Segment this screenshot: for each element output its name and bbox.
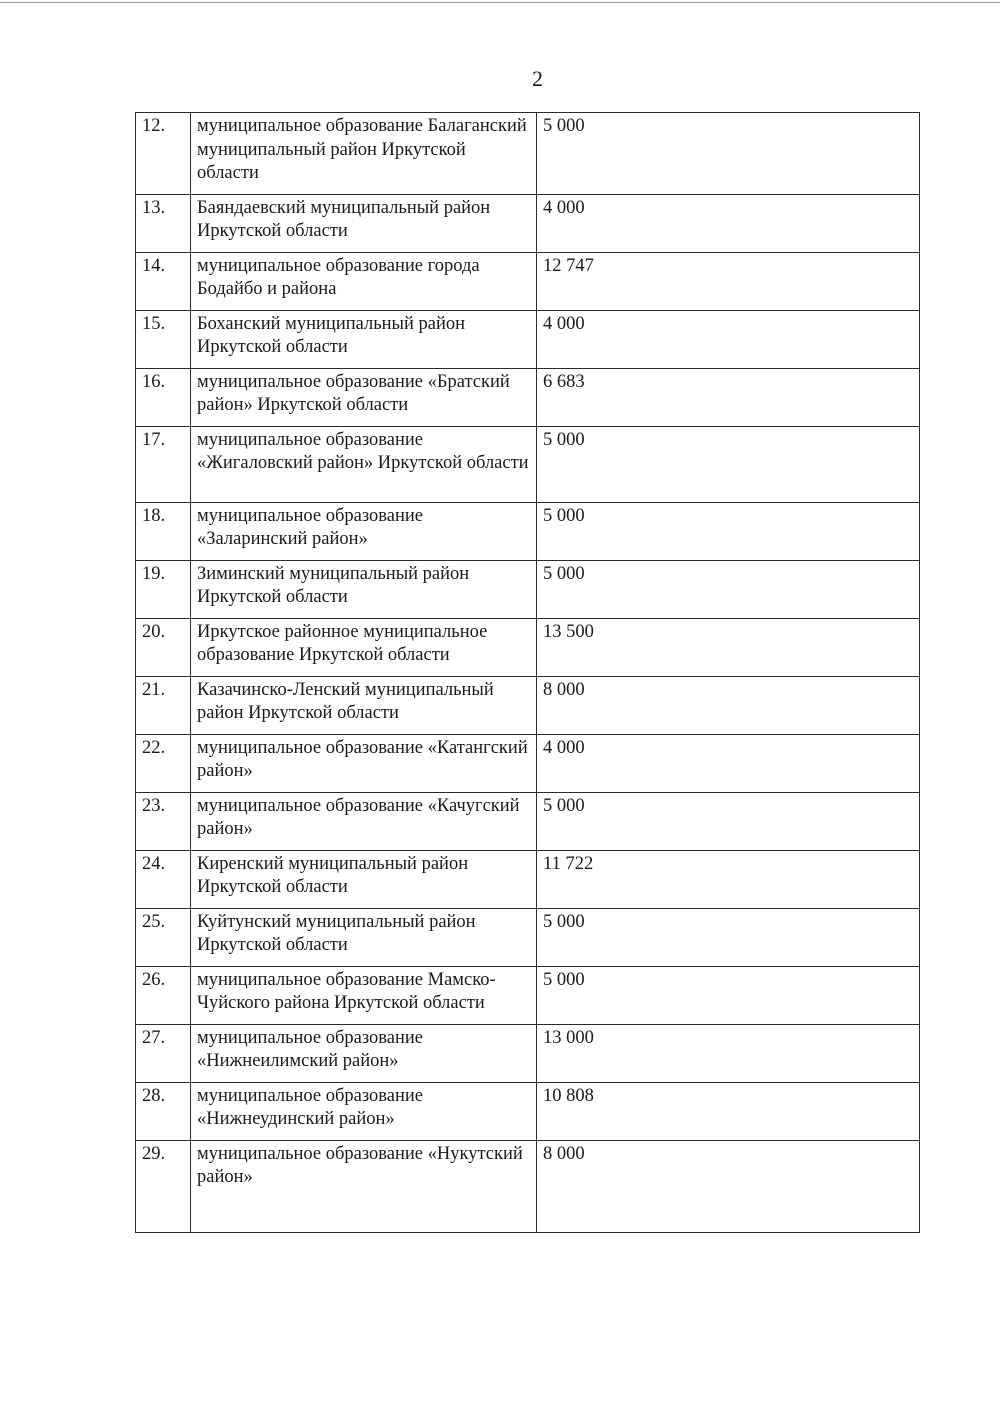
amount: 12 747 xyxy=(537,252,920,310)
table-row xyxy=(136,368,920,426)
row-number: 13. xyxy=(136,194,191,252)
row-number: 12. xyxy=(136,113,191,195)
page-top-rule xyxy=(0,2,1000,3)
row-number: 25. xyxy=(136,908,191,966)
municipality-name: муниципальное образование «Катангский район» xyxy=(191,734,537,792)
municipality-name: муниципальное образование Мамско-Чуйского района Иркутской области xyxy=(191,966,537,1024)
row-number: 20. xyxy=(136,618,191,676)
row-number: 18. xyxy=(136,502,191,560)
table-row xyxy=(136,850,920,908)
amount: 13 500 xyxy=(537,618,920,676)
amount: 4 000 xyxy=(537,734,920,792)
municipality-name: муниципальное образование города Бодайбо и района xyxy=(191,252,537,310)
amount: 5 000 xyxy=(537,792,920,850)
municipality-name: муниципальное образование «Нукутский район» xyxy=(191,1140,537,1232)
row-number: 23. xyxy=(136,792,191,850)
municipality-name: муниципальное образование «Качугский район» xyxy=(191,792,537,850)
municipality-name: муниципальное образование «Заларинский район» xyxy=(191,502,537,560)
municipality-name: Зиминский муниципальный район Иркутской области xyxy=(191,560,537,618)
row-number: 14. xyxy=(136,252,191,310)
amount: 6 683 xyxy=(537,368,920,426)
amount: 5 000 xyxy=(537,426,920,502)
municipality-name: Казачинско-Ленский муниципальный район Иркутской области xyxy=(191,676,537,734)
table-row xyxy=(136,734,920,792)
municipality-name: муниципальное образование Балаганский муниципальный район Иркутской области xyxy=(191,113,537,195)
table-row xyxy=(136,252,920,310)
municipality-name: муниципальное образование «Нижнеилимский район» xyxy=(191,1024,537,1082)
table-row xyxy=(136,966,920,1024)
amount: 5 000 xyxy=(537,560,920,618)
table-row xyxy=(136,1140,920,1232)
amount: 13 000 xyxy=(537,1024,920,1082)
municipality-name: муниципальное образование «Нижнеудинский район» xyxy=(191,1082,537,1140)
municipality-name: муниципальное образование «Братский район» Иркутской области xyxy=(191,368,537,426)
amount: 10 808 xyxy=(537,1082,920,1140)
table-row xyxy=(136,792,920,850)
municipality-name: Киренский муниципальный район Иркутской области xyxy=(191,850,537,908)
row-number: 21. xyxy=(136,676,191,734)
municipality-name: Боханский муниципальный район Иркутской области xyxy=(191,310,537,368)
municipality-name: Куйтунский муниципальный район Иркутской области xyxy=(191,908,537,966)
amount: 5 000 xyxy=(537,908,920,966)
row-number: 29. xyxy=(136,1140,191,1232)
table-row xyxy=(136,1024,920,1082)
row-number: 16. xyxy=(136,368,191,426)
row-number: 15. xyxy=(136,310,191,368)
table-row xyxy=(136,908,920,966)
table-row xyxy=(136,502,920,560)
municipality-name: Баяндаевский муниципальный район Иркутской области xyxy=(191,194,537,252)
allocation-table xyxy=(135,112,920,1233)
table-row xyxy=(136,310,920,368)
table-row xyxy=(136,194,920,252)
row-number: 27. xyxy=(136,1024,191,1082)
table-row xyxy=(136,113,920,195)
page-number: 2 xyxy=(532,66,543,91)
amount: 4 000 xyxy=(537,194,920,252)
table-row xyxy=(136,560,920,618)
table-row xyxy=(136,618,920,676)
municipality-name: муниципальное образование «Жигаловский район» Иркутской области xyxy=(191,426,537,502)
row-number: 24. xyxy=(136,850,191,908)
row-number: 19. xyxy=(136,560,191,618)
table-row xyxy=(136,426,920,502)
amount: 5 000 xyxy=(537,113,920,195)
row-number: 28. xyxy=(136,1082,191,1140)
amount: 4 000 xyxy=(537,310,920,368)
table-row xyxy=(136,676,920,734)
row-number: 26. xyxy=(136,966,191,1024)
amount: 11 722 xyxy=(537,850,920,908)
row-number: 22. xyxy=(136,734,191,792)
amount: 8 000 xyxy=(537,676,920,734)
amount: 5 000 xyxy=(537,966,920,1024)
amount: 5 000 xyxy=(537,502,920,560)
amount: 8 000 xyxy=(537,1140,920,1232)
table-row xyxy=(136,1082,920,1140)
municipality-name: Иркутское районное муниципальное образование Иркутской области xyxy=(191,618,537,676)
row-number: 17. xyxy=(136,426,191,502)
